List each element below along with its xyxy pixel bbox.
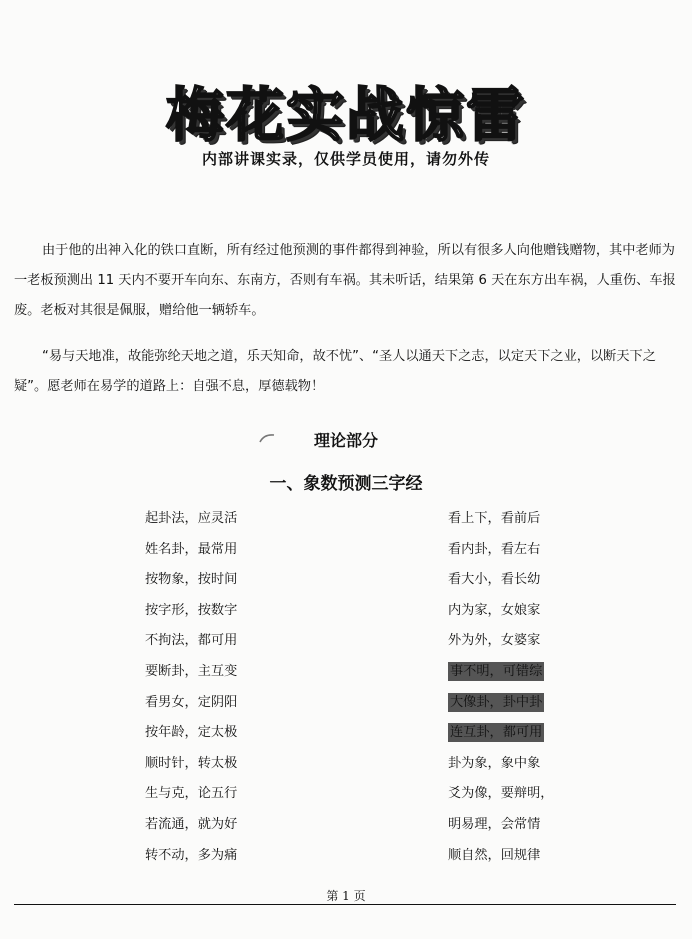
verse-line: 若流通，就为好 bbox=[145, 816, 238, 832]
verse-line: 起卦法，应灵活 bbox=[145, 511, 238, 526]
verse-line: 明易理，会常情 bbox=[448, 816, 541, 832]
intro-paragraph: 由于他的出神入化的铁口直断，所有经过他预测的事件都得到神验，所以有很多人向他赠钱赠物，其中老师为一老板预测出 11 天内不要开车向东、东南方，否则有车祸。其未听话，结果第 6 天在东方出车祸，人重伤、车报废。老板对其很是佩服，赠给他一辆轿车。 bbox=[14, 243, 676, 318]
verse-line-highlighted: 事不明，可错综 bbox=[450, 663, 543, 679]
verse-line: 不拘法，都可用 bbox=[145, 633, 238, 649]
verse-line-highlighted: 大像卦，卦中卦 bbox=[450, 694, 543, 710]
verse-line-highlighted: 连互卦，都可用 bbox=[450, 725, 543, 741]
verse-line: 内为家，女娘家 bbox=[448, 602, 541, 618]
verse-line: 看男女，定阴阳 bbox=[145, 694, 238, 710]
verse-line: 卦为象，象中象 bbox=[448, 755, 541, 771]
page-number: 第 1 页 bbox=[326, 889, 366, 903]
verse-column-right bbox=[448, 506, 554, 873]
footer-divider bbox=[14, 904, 676, 905]
verse-line: 按字形，按数字 bbox=[145, 602, 238, 618]
verse-line: 转不动，多为痛 bbox=[145, 847, 238, 863]
quote-paragraph: “易与天地准，故能弥纶天地之道，乐天知命，故不忧”、“圣人以通天下之志，以定天下之业，以断天下之疑”。愿老师在易学的道路上：自强不息，厚德载物！ bbox=[14, 349, 656, 394]
verse-line: 要断卦，主互变 bbox=[145, 663, 238, 679]
section-heading: 理论部分 bbox=[313, 431, 378, 450]
verse-line: 按年龄，定太极 bbox=[145, 725, 238, 741]
verse-line: 姓名卦，最常用 bbox=[145, 541, 238, 557]
document-subtitle: 内部讲课实录，仅供学员使用，请勿外传 bbox=[201, 150, 490, 168]
verse-line: 生与克，论五行 bbox=[145, 786, 238, 802]
subsection-heading: 一、象数预测三字经 bbox=[269, 474, 423, 494]
verse-line: 顺时针，转太极 bbox=[145, 755, 238, 771]
verse-line: 看大小，看长幼 bbox=[448, 572, 541, 588]
verse-line: 爻为像，要辩明， bbox=[448, 786, 554, 802]
verse-line: 按物象，按时间 bbox=[145, 572, 238, 588]
verse-column-left bbox=[145, 506, 237, 873]
verse-line: 外为外，女婆家 bbox=[448, 633, 541, 649]
verse-line: 看上下，看前后 bbox=[448, 511, 541, 526]
verse-line: 看内卦，看左右 bbox=[448, 541, 541, 557]
document-title: 梅花实战惊雷 bbox=[165, 81, 526, 149]
verse-line: 顺自然，回规律 bbox=[448, 847, 541, 863]
